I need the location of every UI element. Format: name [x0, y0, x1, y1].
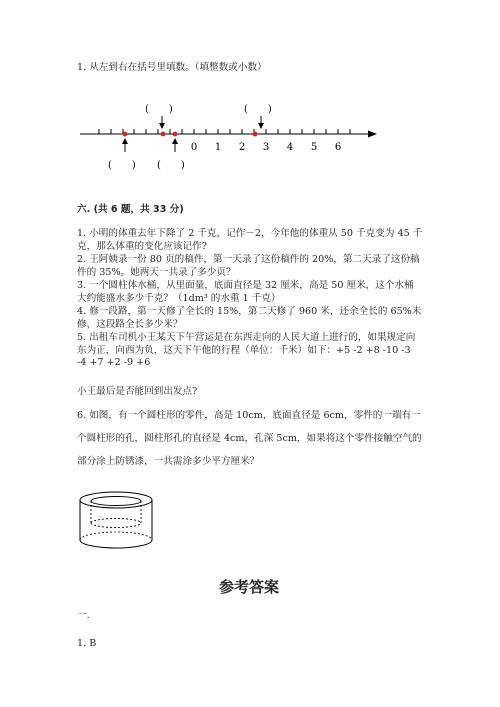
problem-6-line: 6. 如图，有一个圆柱形的零件，高是 10cm，底面直径是 6cm，零件的一端有一 [77, 410, 421, 421]
problem-3: 3. 一个圆柱体水桶，从里面量，底面直径是 32 厘米，高是 50 厘米，这个水桶大约能盛水多少千克？（1dm³ 的水重 1 千克） [77, 280, 414, 304]
answer-section-label: 一. [77, 610, 90, 621]
tick-label: 3 [262, 142, 270, 153]
problem-4: 4. 修一段路，第一天修了全长的 15%，第二天修了 960 米，还余全长的 65%未修，这段路全长多少米？ [77, 306, 422, 330]
answer-paren: ( ) [108, 160, 136, 171]
cylinder-bottom [80, 540, 152, 548]
down-arrow-icon [258, 123, 264, 129]
section-heading: 六. (共 6 题，共 33 分) [77, 204, 184, 215]
problem-6-line: 部分涂上防锈漆，一共需涂多少平方厘米？ [77, 456, 260, 467]
marked-point [123, 132, 128, 137]
marked-point [253, 132, 258, 137]
cylinder-figure [76, 488, 166, 552]
answer-paren: ( ) [157, 160, 185, 171]
problem-2: 2. 王阿姨录一份 80 页的稿件，第一天录了这份稿件的 20%，第二天录了这份稿件的 35%。她两天一共录了多少页？ [77, 254, 420, 278]
q1-intro: 1. 从左到右在括号里填数。（填整数或小数） [77, 62, 267, 73]
axis-arrow-icon [368, 131, 377, 138]
answer-title: 参考答案 [219, 578, 280, 596]
answer-paren: ( ) [244, 104, 272, 115]
hole-bottom [91, 523, 141, 528]
hole-top [91, 497, 141, 506]
tick-label: 0 [190, 142, 198, 153]
answer-paren: ( ) [145, 104, 173, 115]
tick-label: 1 [214, 142, 222, 153]
problem-6-line: 个圆柱形的孔，圆柱形孔的直径是 4cm，孔深 5cm，如果将这个零件接触空气的 [77, 433, 422, 444]
answer-1: 1. B [77, 638, 97, 649]
tick-label: 4 [286, 142, 294, 153]
problem-5: 5. 出租车司机小王某天下午营运是在东西走向的人民大道上进行的，如果规定向东为正，向西为负，这天下午他的行程（单位：千米）如下：+5 -2 +8 -10 -3 -4 +7 +2 -9 +6 [77, 332, 416, 369]
marked-point [161, 132, 166, 137]
up-arrow-icon [122, 138, 128, 144]
up-arrow-icon [172, 138, 178, 144]
problem-5-question: 小王最后是否能回到出发点? [77, 386, 198, 397]
tick-label: 2 [238, 142, 246, 153]
tick-label: 5 [310, 142, 318, 153]
down-arrow-icon [159, 123, 165, 129]
number-line-figure [70, 96, 390, 178]
marked-point [173, 132, 178, 137]
tick-label: 6 [334, 142, 342, 153]
problem-1: 1. 小明的体重去年下降了 2 千克，记作－2，今年他的体重从 50 千克变为 45 千克，那么体重的变化应该记作? [77, 228, 423, 252]
